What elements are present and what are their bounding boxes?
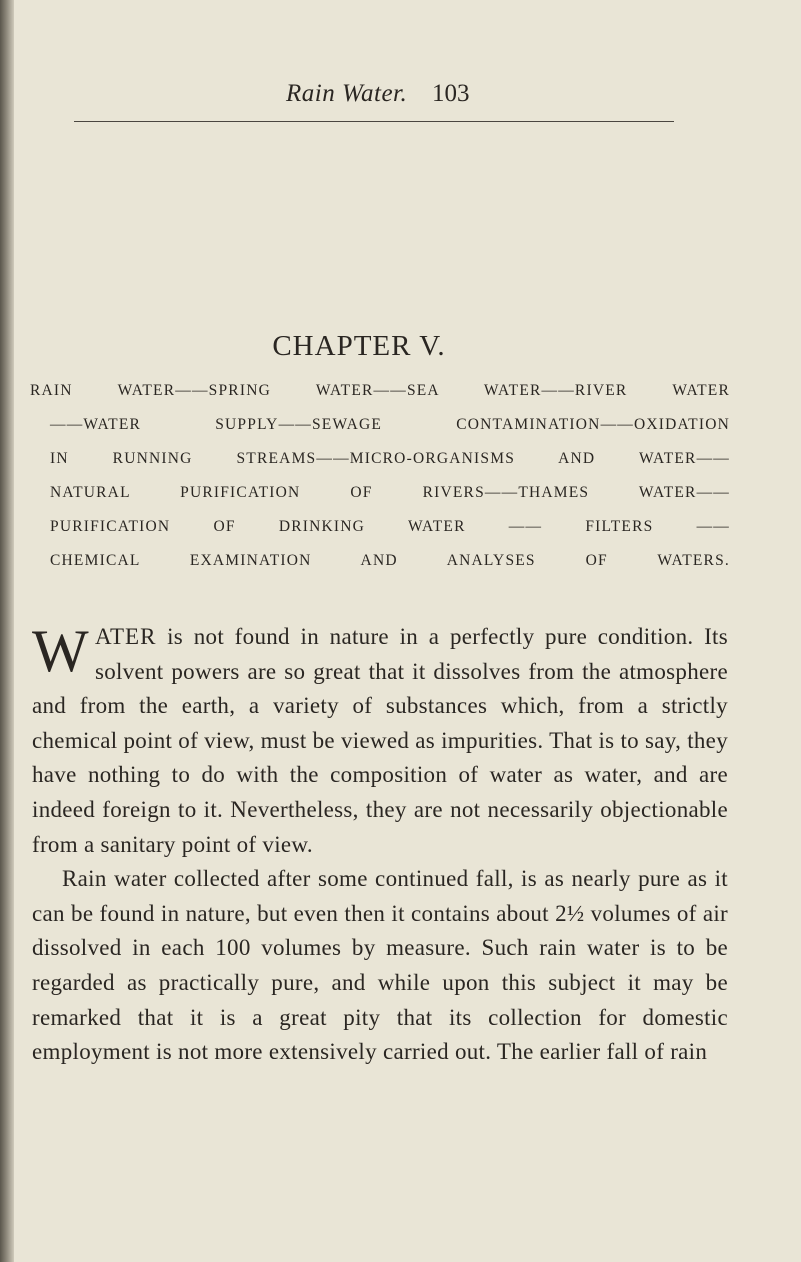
page-number: 103 xyxy=(432,80,470,107)
header-rule xyxy=(74,121,674,122)
first-word-rest: ATER xyxy=(94,624,157,649)
paragraph-text: is not found in nature in a perfectly pure condition. Its solvent powers are so great that it dissolves from the atmosphere and from the earth, a variety of substances which, from a strictly chemical point of view, must be viewed as impurities. That is to say, they have nothing to do with the composition of water as water, and are indeed foreign to it. Nevertheless, they are not necessarily objectionable from a sanitary point of view. xyxy=(32,624,728,857)
synopsis-line: NATURAL PURIFICATION OF RIVERS——THAMES WATER—— xyxy=(50,484,730,501)
synopsis-line: CHEMICAL EXAMINATION AND ANALYSES OF WATERS. xyxy=(50,552,730,569)
running-head-title: Rain Water. xyxy=(286,80,408,107)
book-spine-shadow xyxy=(0,0,14,1262)
synopsis-line: ——WATER SUPPLY——SEWAGE CONTAMINATION——OXIDATION xyxy=(50,416,730,433)
paragraph: Rain water collected after some continued fall, is as nearly pure as it can be found in nature, but even then it contains about 2½ volumes of air dissolved in each 100 volumes by measure. Such rain water is to be regarded as practically pure, and while upon this subject it may be remarked that it is a great pity that its collection for domestic employment is not more extensively carried out. The earlier fall of rain xyxy=(32,866,728,1065)
synopsis-line: RAIN WATER——SPRING WATER——SEA WATER——RIVER WATER xyxy=(30,382,730,399)
chapter-synopsis xyxy=(30,374,730,578)
body-text xyxy=(32,620,728,1070)
drop-cap: W xyxy=(32,618,89,684)
synopsis-line: PURIFICATION OF DRINKING WATER —— FILTERS —— xyxy=(50,518,730,535)
synopsis-line: IN RUNNING STREAMS——MICRO-ORGANISMS AND WATER—— xyxy=(50,450,730,467)
chapter-title: CHAPTER V. xyxy=(272,330,446,362)
book-page xyxy=(14,0,801,1262)
paragraph xyxy=(32,620,728,862)
